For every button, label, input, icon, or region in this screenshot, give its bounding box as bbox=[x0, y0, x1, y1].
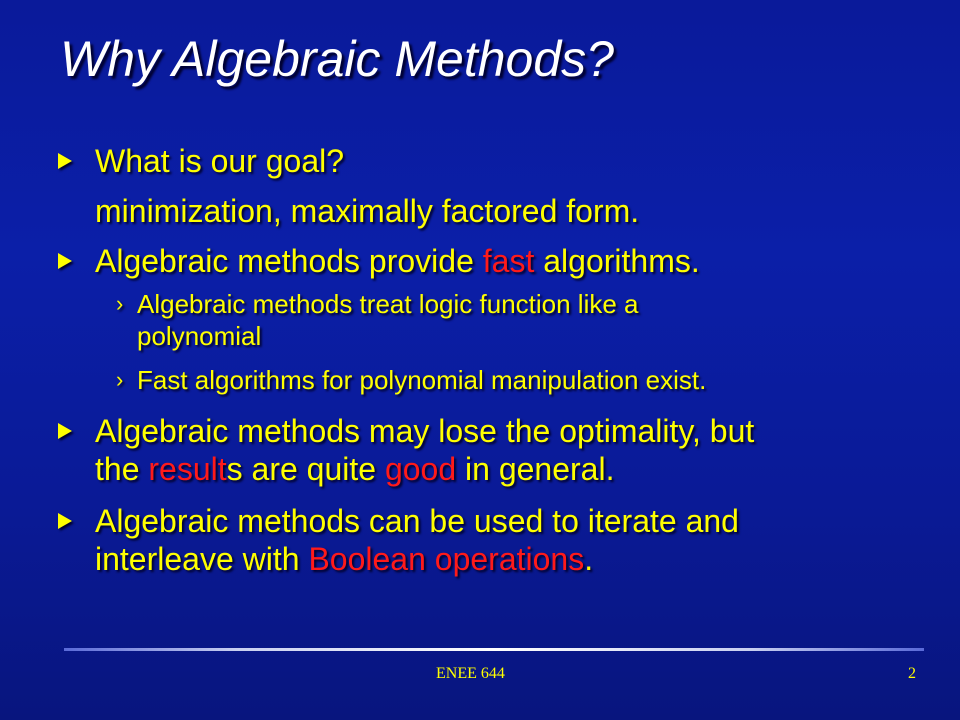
continuation-text: minimization, maximally factored form. bbox=[95, 193, 640, 229]
bullet-fast-highlight: fast bbox=[482, 243, 535, 279]
bullet-iterate-line1: Algebraic methods can be used to iterate and bbox=[95, 503, 739, 539]
arrow-bullet-icon bbox=[58, 253, 72, 269]
bullet-optimality bbox=[58, 412, 938, 488]
highlight-result: result bbox=[148, 451, 227, 487]
footer-divider bbox=[64, 648, 924, 651]
bullet-goal-continuation bbox=[58, 192, 938, 230]
arrow-bullet-icon bbox=[58, 423, 72, 439]
slide-body bbox=[58, 142, 938, 578]
footer-course: ENEE 644 bbox=[436, 665, 505, 682]
line2-pre: the bbox=[95, 451, 149, 487]
bullet-fast-post: algorithms. bbox=[534, 243, 700, 279]
chevron-right-icon: › bbox=[116, 367, 124, 392]
subbullet-fast-algorithms-text: Fast algorithms for polynomial manipulation exist. bbox=[137, 365, 707, 395]
line2-pre: interleave with bbox=[95, 541, 309, 577]
page-number: 2 bbox=[908, 665, 916, 682]
subbullet-polynomial bbox=[58, 288, 938, 352]
chevron-right-icon: › bbox=[116, 291, 124, 316]
highlight-good: good bbox=[384, 451, 457, 487]
subbullet-polynomial-line1: Algebraic methods treat logic function like a bbox=[137, 289, 639, 319]
subbullet-fast-algorithms bbox=[58, 364, 938, 396]
line2-post: . bbox=[584, 541, 594, 577]
arrow-bullet-icon bbox=[58, 513, 72, 529]
subbullet-polynomial-line2: polynomial bbox=[137, 321, 262, 351]
bullet-optimality-line2 bbox=[95, 450, 938, 488]
slide-title: Why Algebraic Methods? bbox=[60, 31, 614, 87]
arrow-bullet-icon bbox=[58, 153, 72, 169]
bullet-optimality-line1: Algebraic methods may lose the optimality, but bbox=[95, 413, 755, 449]
bullet-iterate bbox=[58, 502, 938, 578]
highlight-boolean-operations: Boolean operations bbox=[308, 541, 585, 577]
bullet-goal-text: What is our goal? bbox=[95, 143, 345, 179]
bullet-fast-pre: Algebraic methods provide bbox=[95, 243, 483, 279]
bullet-goal bbox=[58, 142, 938, 180]
bullet-fast bbox=[58, 242, 938, 280]
line2-mid: s are quite bbox=[226, 451, 385, 487]
bullet-iterate-line2 bbox=[95, 540, 938, 578]
line2-post: in general. bbox=[456, 451, 615, 487]
